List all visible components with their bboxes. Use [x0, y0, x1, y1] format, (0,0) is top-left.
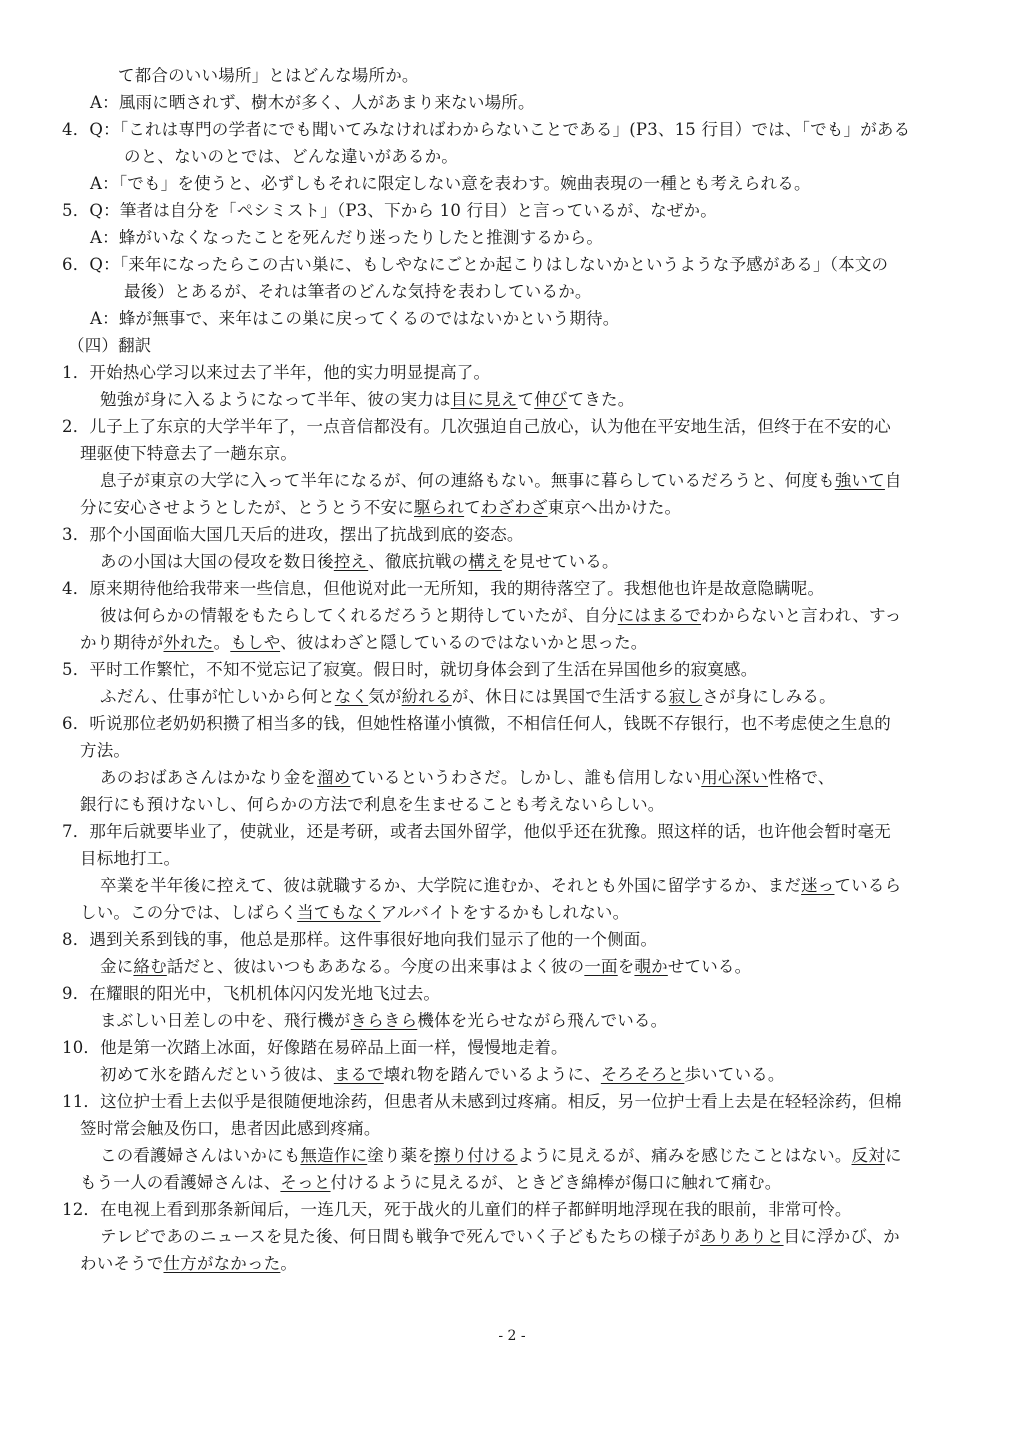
japanese-translation — [80, 902, 629, 924]
section-title: （四）翻訳 — [68, 336, 152, 355]
text-segment: ふだん、仕事が忙しいから何と — [100, 687, 335, 706]
japanese-translation — [100, 1145, 902, 1167]
chinese-sentence: 目标地打工。 — [80, 849, 181, 868]
text-segment: あの小国は大国の侵攻を数日後 — [100, 552, 334, 571]
underlined-expression: 擦り付ける — [434, 1146, 518, 1165]
chinese-sentence: 8．遇到关系到钱的事，他总是那样。这件事很好地向我们显示了他的一个侧面。 — [62, 930, 658, 949]
japanese-translation — [100, 686, 836, 708]
text-segment: 銀行にも預けないし、何らかの方法で利息を生ませることも考えないらしい。 — [80, 795, 665, 814]
underlined-expression: 無造作に — [300, 1146, 368, 1165]
qa-line: A：蜂がいなくなったことを死んだり迷ったりしたと推測するから。 — [90, 228, 604, 247]
underlined-expression: 強いて — [834, 471, 885, 490]
text-segment: 初めて氷を踏んだという彼は、 — [100, 1065, 334, 1084]
chinese-sentence: 签时常会触及伤口，患者因此感到疼痛。 — [80, 1119, 381, 1138]
text-segment: あのおばあさんはかなり金を — [100, 768, 318, 787]
underlined-expression: 控え — [333, 552, 369, 571]
text-segment: 卒業を半年後に控えて、彼は就職するか、大学院に進むか、それとも外国に留学するか、まだ — [100, 876, 802, 895]
japanese-translation — [80, 497, 681, 519]
text-segment: に — [884, 1146, 902, 1165]
japanese-translation — [100, 551, 619, 573]
qa-line: 6．Q：「来年になったらこの古い巣に、もしやなにごとか起こりはしないかというような予感がある」（本文の — [62, 255, 889, 274]
text-segment: ように見えるが、痛みを感じたことはない。 — [517, 1146, 852, 1165]
text-segment: てきた。 — [567, 390, 635, 409]
japanese-translation — [100, 1226, 900, 1248]
underlined-expression: 反対 — [851, 1146, 885, 1165]
text-segment: が、休日には異国で生活する — [451, 687, 669, 706]
text-segment: わからないと言われ、すっ — [701, 606, 902, 625]
text-segment: テレビであのニュースを見た後、何日間も戦争で死んでいく子どもたちの様子が — [100, 1227, 701, 1246]
underlined-expression: 溜め — [317, 768, 351, 787]
text-segment: を — [617, 957, 635, 976]
underlined-expression: きらきら — [350, 1011, 418, 1030]
text-segment: アルバイトをするかもしれない。 — [380, 903, 630, 922]
text-segment: 分に安心させようとしたが、とうとう不安に — [80, 498, 414, 517]
text-segment: 。 — [280, 1254, 298, 1273]
japanese-translation — [80, 632, 648, 654]
japanese-translation — [100, 605, 901, 627]
underlined-expression: 目に見え — [450, 390, 518, 409]
page-number: - 2 - — [498, 1328, 526, 1344]
underlined-expression: 外れた — [163, 633, 214, 652]
japanese-translation — [100, 875, 901, 897]
qa-line: のと、ないのとでは、どんな違いがあるか。 — [124, 147, 458, 166]
underlined-expression: わざわざ — [480, 498, 548, 517]
text-segment: 壊れ物を踏んでいるように、 — [383, 1065, 601, 1084]
japanese-translation — [100, 470, 902, 492]
underlined-expression: 伸び — [534, 390, 568, 409]
underlined-expression: 用心深い — [701, 768, 769, 787]
japanese-translation — [100, 1010, 667, 1032]
underlined-expression: そっと — [280, 1173, 331, 1192]
chinese-sentence: 7．那年后就要毕业了，使就业，还是考研，或者去国外留学，他似乎还在犹豫。照这样的话，也许他会暂时毫无 — [62, 822, 891, 841]
chinese-sentence: 11．这位护士看上去似乎是很随便地涂药，但患者从未感到过疼痛。相反，另一位护士看上去是在轻轻涂药，但棉 — [62, 1092, 902, 1111]
underlined-expression: 迷っ — [801, 876, 835, 895]
text-segment: 機体を光らせながら飛んでいる。 — [417, 1011, 668, 1030]
text-segment: せている。 — [667, 957, 752, 976]
underlined-expression: 一面 — [584, 957, 618, 976]
underlined-expression: 駆られ — [414, 498, 465, 517]
chinese-sentence: 12．在电视上看到那条新闻后，一连几天，死于战火的儿童们的样子都鲜明地浮现在我的眼前，非常可怜。 — [62, 1200, 852, 1219]
underlined-expression: ありありと — [700, 1227, 784, 1246]
text-segment: わいそうで — [80, 1254, 164, 1273]
underlined-expression: 仕方がなかった — [163, 1254, 281, 1273]
japanese-translation — [100, 389, 634, 411]
underlined-expression: 構え — [468, 552, 502, 571]
text-segment: て — [517, 390, 535, 409]
qa-line: A：風雨に晒されず、樹木が多く、人があまり来ない場所。 — [90, 93, 535, 112]
text-segment: 。 — [213, 633, 231, 652]
text-segment: 自 — [884, 471, 902, 490]
chinese-sentence: 3．那个小国面临大国几天后的进攻，摆出了抗战到底的姿态。 — [62, 525, 524, 544]
text-segment: 東京へ出かけた。 — [547, 498, 682, 517]
text-segment: て — [464, 498, 481, 517]
text-segment: 付けるように見えるが、ときどき綿棒が傷口に触れて痛む。 — [330, 1173, 782, 1192]
text-segment: 彼は何らかの情報をもたらしてくれるだろうと期待していたが、自分 — [100, 606, 618, 625]
text-segment: 金に — [100, 957, 134, 976]
text-segment: かり期待が — [80, 633, 164, 652]
qa-line: A：「でも」を使うと、必ずしもそれに限定しない意を表わす。婉曲表現の一種とも考えられる。 — [90, 174, 811, 193]
text-segment: さが身にしみる。 — [702, 687, 836, 706]
text-segment: 、彼はわざと隠しているのではないかと思った。 — [280, 633, 648, 652]
text-segment: 、徹底抗戦の — [368, 552, 469, 571]
chinese-sentence: 方法。 — [80, 741, 131, 760]
underlined-expression: そろそろと — [600, 1065, 685, 1084]
chinese-sentence: 4．原来期待他给我带来一些信息，但他说对此一无所知，我的期待落空了。我想他也许是故意隐瞒呢。 — [62, 579, 825, 598]
text-segment: もう一人の看護婦さんは、 — [80, 1173, 281, 1192]
text-segment: ているら — [834, 876, 902, 895]
text-segment: 息子が東京の大学に入って半年になるが、何の連絡もない。無事に暮らしているだろうと、何度も — [100, 471, 835, 490]
text-segment: 目に浮かび、か — [783, 1227, 900, 1246]
underlined-expression: 紛れる — [401, 687, 452, 706]
text-segment: 塗り薬を — [367, 1146, 435, 1165]
qa-line: 5．Q：筆者は自分を「ペシミスト」（P3、下から 10 行目）と言っているが、なぜか。 — [62, 201, 717, 220]
underlined-expression: まるで — [333, 1065, 384, 1084]
text-segment: 性格で、 — [768, 768, 835, 787]
qa-line: 4．Q：「これは専門の学者にでも聞いてみなければわからないことである」(P3、15 行目）では、「でも」がある — [62, 120, 911, 139]
japanese-translation — [80, 794, 665, 816]
chinese-sentence: 5．平时工作繁忙，不知不觉忘记了寂寞。假日时，就切身体会到了生活在异国他乡的寂寞感。 — [62, 660, 758, 679]
underlined-expression: 当てもなく — [297, 903, 381, 922]
text-segment: しい。この分では、しばらく — [80, 903, 298, 922]
chinese-sentence: 2．儿子上了东京的大学半年了，一点音信都没有。几次强迫自己放心，认为他在平安地生活，但终于在不安的心 — [62, 417, 891, 436]
text-segment: ているというわさだ。しかし、誰も信用しない — [350, 768, 702, 787]
chinese-sentence: 9．在耀眼的阳光中，飞机机体闪闪发光地飞过去。 — [62, 984, 441, 1003]
text-segment: まぶしい日差しの中を、飛行機が — [100, 1011, 351, 1030]
japanese-translation — [100, 1064, 785, 1086]
text-segment: 気が — [368, 687, 402, 706]
text-segment: 話だと、彼はいつもああなる。今度の出来事はよく彼の — [166, 957, 585, 976]
qa-line: 最後）とあるが、それは筆者のどんな気持を表わしているか。 — [124, 282, 592, 301]
chinese-sentence: 10．他是第一次踏上冰面，好像踏在易碎品上面一样，慢慢地走着。 — [62, 1038, 568, 1057]
underlined-expression: もしや — [230, 633, 281, 652]
qa-line: A：蜂が無事で、来年はこの巣に戻ってくるのではないかという期待。 — [90, 309, 620, 328]
underlined-expression: には — [617, 606, 652, 625]
underlined-expression: まるで — [651, 606, 702, 625]
chinese-sentence: 6．听说那位老奶奶积攒了相当多的钱，但她性格谨小慎微，不相信任何人，钱既不存银行，也不考虑使之生息的 — [62, 714, 891, 733]
underlined-expression: 覗か — [634, 957, 668, 976]
japanese-translation — [80, 1253, 297, 1275]
chinese-sentence: 1．开始热心学习以来过去了半年，他的实力明显提高了。 — [62, 363, 491, 382]
underlined-expression: 絡む — [133, 957, 167, 976]
text-segment: 勉強が身に入るようになって半年、彼の実力は — [100, 390, 451, 409]
japanese-translation — [80, 1172, 781, 1194]
japanese-translation — [100, 956, 751, 978]
underlined-expression: なく — [334, 687, 369, 706]
text-segment: 歩いている。 — [684, 1065, 785, 1084]
text-segment: この看護婦さんはいかにも — [100, 1146, 301, 1165]
chinese-sentence: 理驱使下特意去了一趟东京。 — [80, 444, 298, 463]
japanese-translation — [100, 767, 835, 789]
underlined-expression: 寂し — [668, 687, 703, 706]
qa-line: て都合のいい場所」とはどんな場所か。 — [118, 66, 419, 85]
text-segment: を見せている。 — [501, 552, 619, 571]
